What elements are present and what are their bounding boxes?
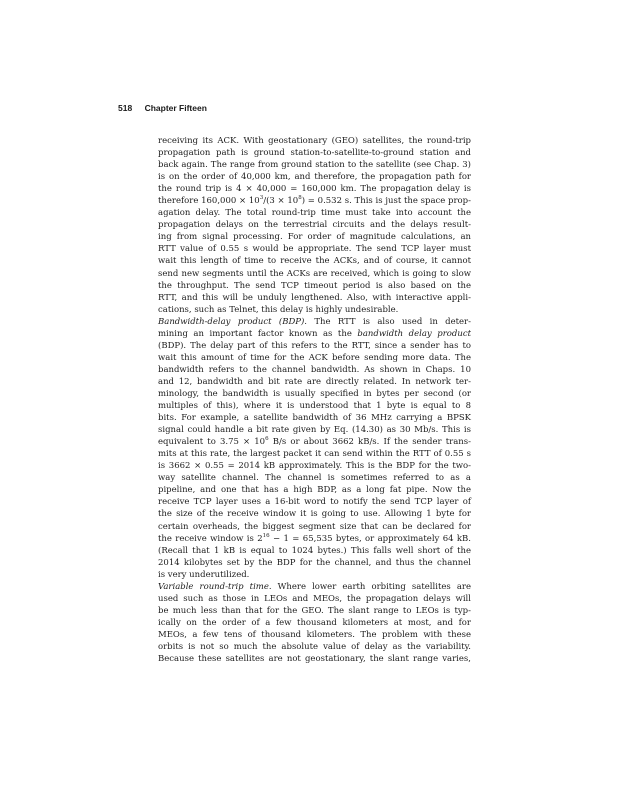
text-line: orbits is not so much the absolute value of delay as the variability.	[158, 641, 471, 652]
body-text	[158, 135, 471, 665]
section-heading-variable-rtt: Variable round-trip time.	[158, 581, 272, 592]
text-line: propagation delays on the terrestrial circuits and the delays result-	[158, 220, 471, 231]
text-line: ically on the order of a few thousand kilometers at most, and for	[158, 617, 471, 628]
text-line: multiples of this), where it is understood that 1 byte is equal to 8	[158, 401, 471, 412]
text-line: mining an important factor known as the bandwidth delay product	[158, 328, 471, 339]
text-line: the throughput. The send TCP timeout period is also based on the	[158, 280, 471, 291]
text-line: (Recall that 1 kB is equal to 1024 bytes.) This falls well short of the	[158, 545, 471, 556]
text-line: agation delay. The total round-trip time must take into account the	[158, 208, 471, 219]
text-line: therefore $160,000 \times 10^3/(3 \times 10^8) = 0.532$ s. This is just the space prop-	[158, 195, 471, 207]
running-header	[118, 103, 478, 113]
text-line: the receive window is $2^{16} - 1 = 65,535$ bytes, or approximately 64 kB.	[158, 532, 471, 544]
text-line: wait this amount of time for the ACK before sending more data. The	[158, 352, 471, 363]
text-line: propagation path is ground station-to-satellite-to-ground station and	[158, 148, 471, 159]
text-line: bits. For example, a satellite bandwidth of 36 MHz carrying a BPSK	[158, 413, 471, 424]
text-line: cations, such as Telnet, this delay is highly undesirable.	[158, 304, 399, 315]
text-line: is on the order of 40,000 km, and therefore, the propagation path for	[158, 172, 471, 183]
text-line: receive TCP layer uses a 16-bit word to notify the send TCP layer of	[158, 497, 471, 508]
section-heading-bdp: Bandwidth-delay product (BDP).	[158, 316, 307, 327]
text-line: is 3662 × 0.55 = 2014 kB approximately. This is the BDP for the two-	[158, 461, 471, 472]
text-line: equivalent to $3.75 \times 10^6$ B/s or about 3662 kB/s. If the sender trans-	[158, 436, 471, 448]
text-line: MEOs, a few tens of thousand kilometers. The problem with these	[158, 629, 471, 640]
text-line: the size of the receive window it is going to use. Allowing 1 byte for	[158, 509, 471, 520]
text-line: the round trip is 4 × 40,000 = 160,000 km. The propagation delay is	[158, 184, 471, 195]
text-line: send new segments until the ACKs are received, which is going to slow	[158, 268, 471, 279]
text-line: Bandwidth-delay product (BDP). The RTT is also used in deter-	[158, 316, 471, 327]
text-line: receiving its ACK. With geostationary (GEO) satellites, the round-trip	[158, 136, 471, 146]
text-line: used such as those in LEOs and MEOs, the propagation delays will	[158, 593, 471, 604]
text-line: (BDP). The delay part of this refers to the RTT, since a sender has to	[158, 340, 471, 351]
text-line: RTT value of 0.55 s would be appropriate. The send TCP layer must	[158, 244, 471, 255]
text-line: ing from signal processing. For order of magnitude calculations, an	[158, 232, 471, 243]
text-line: mits at this rate, the largest packet it can send within the RTT of 0.55 s	[158, 449, 471, 460]
text-line: and 12, bandwidth and bit rate are directly related. In network ter-	[158, 376, 471, 387]
text-line: is very underutilized.	[158, 569, 250, 580]
text-line: way satellite channel. The channel is sometimes referred to as a	[158, 473, 471, 484]
chapter-title: Chapter Fifteen	[144, 103, 207, 113]
text-line: pipeline, and one that has a high BDP, as a long fat pipe. Now the	[158, 485, 471, 496]
text-line: Variable round-trip time. Where lower earth orbiting satellites are	[158, 581, 471, 592]
text-line: RTT, and this will be unduly lengthened. Also, with interactive appli-	[158, 292, 471, 303]
text-line: Because these satellites are not geostationary, the slant range varies,	[158, 654, 471, 665]
text-line: bandwidth refers to the channel bandwidth. As shown in Chaps. 10	[158, 364, 471, 375]
text-line: minology, the bandwidth is usually specified in bytes per second (or	[158, 388, 471, 399]
text-line: 2014 kilobytes set by the BDP for the channel, and thus the channel	[158, 557, 471, 568]
text-line: wait this length of time to receive the ACKs, and of course, it cannot	[158, 256, 471, 267]
text-line: be much less than that for the GEO. The slant range to LEOs is typ-	[158, 605, 471, 616]
text-line: back again. The range from ground station to the satellite (see Chap. 3)	[158, 160, 471, 171]
text-line: certain overheads, the biggest segment size that can be declared for	[158, 521, 471, 532]
page-number: 518	[118, 103, 133, 113]
text-line: signal could handle a bit rate given by Eq. (14.30) as 30 Mb/s. This is	[158, 425, 471, 436]
